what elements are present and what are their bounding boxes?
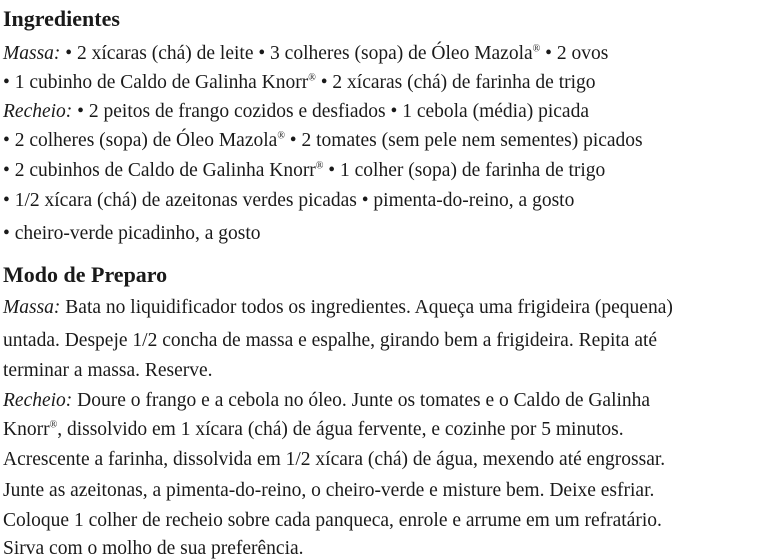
preparation-text: Bata no liquidificador todos os ingredientes. Aqueça uma frigideira (pequena) [65, 297, 673, 318]
ingredients-recheio-line-3 [3, 161, 605, 181]
ingredient-text: • 2 colheres (sopa) de Óleo Mazola [3, 130, 278, 151]
recheio-label: Recheio: [3, 101, 73, 122]
ingredient-text: • 2 tomates (sem pele nem sementes) picados [284, 130, 643, 151]
preparation-text: , dissolvido em 1 xícara (chá) de água fervente, e cozinhe por 5 minutos. [57, 419, 624, 440]
ingredient-text: • 2 ovos [540, 43, 609, 64]
ingredients-recheio-line-1 [3, 102, 589, 122]
preparation-text: Knorr [3, 419, 50, 440]
preparation-recheio-line-2 [3, 420, 624, 440]
preparation-massa-line-2: untada. Despeje 1/2 concha de massa e espalhe, girando bem a frigideira. Repita até [3, 330, 658, 351]
registered-mark: ® [308, 72, 316, 84]
recheio-label: Recheio: [3, 390, 73, 411]
registered-mark: ® [277, 130, 285, 142]
ingredient-text: • 1 colher (sopa) de farinha de trigo [323, 160, 606, 181]
ingredients-recheio-line-5: • cheiro-verde picadinho, a gosto [3, 223, 261, 244]
ingredient-text: • 2 xícaras (chá) de farinha de trigo [315, 72, 596, 93]
preparation-heading: Modo de Preparo [3, 262, 168, 287]
ingredients-massa-line-1 [3, 44, 608, 64]
preparation-recheio-line-6: Sirva com o molho de sua preferência. [3, 538, 304, 559]
preparation-recheio-line-1 [3, 391, 650, 411]
registered-mark: ® [49, 419, 58, 431]
registered-mark: ® [532, 43, 541, 55]
ingredient-text: • 2 cubinhos de Caldo de Galinha Knorr [3, 160, 316, 181]
ingredients-heading: Ingredientes [3, 6, 120, 31]
massa-label: Massa: [3, 43, 61, 64]
ingredient-text: • 2 xícaras (chá) de leite • 3 colheres (sopa) de Óleo Mazola [65, 43, 533, 64]
preparation-recheio-line-3: Acrescente a farinha, dissolvida em 1/2 xícara (chá) de água, mexendo até engrossar. [3, 449, 666, 470]
registered-mark: ® [315, 160, 324, 172]
ingredients-recheio-line-4: • 1/2 xícara (chá) de azeitonas verdes picadas • pimenta-do-reino, a gosto [3, 190, 575, 211]
preparation-recheio-line-5: Coloque 1 colher de recheio sobre cada panqueca, enrole e arrume em um refratário. [3, 510, 662, 531]
preparation-recheio-line-4: Junte as azeitonas, a pimenta-do-reino, o cheiro-verde e misture bem. Deixe esfriar. [3, 480, 655, 501]
ingredient-text: • 1 cubinho de Caldo de Galinha Knorr [3, 72, 309, 93]
ingredients-recheio-line-2 [3, 131, 643, 151]
preparation-text: Doure o frango e a cebola no óleo. Junte os tomates e o Caldo de Galinha [77, 390, 651, 411]
preparation-massa-line-3: terminar a massa. Reserve. [3, 360, 213, 381]
preparation-massa-line-1 [3, 298, 673, 318]
ingredient-text: • 2 peitos de frango cozidos e desfiados • 1 cebola (média) picada [77, 101, 589, 122]
massa-label: Massa: [3, 297, 61, 318]
ingredients-massa-line-2 [3, 73, 596, 93]
